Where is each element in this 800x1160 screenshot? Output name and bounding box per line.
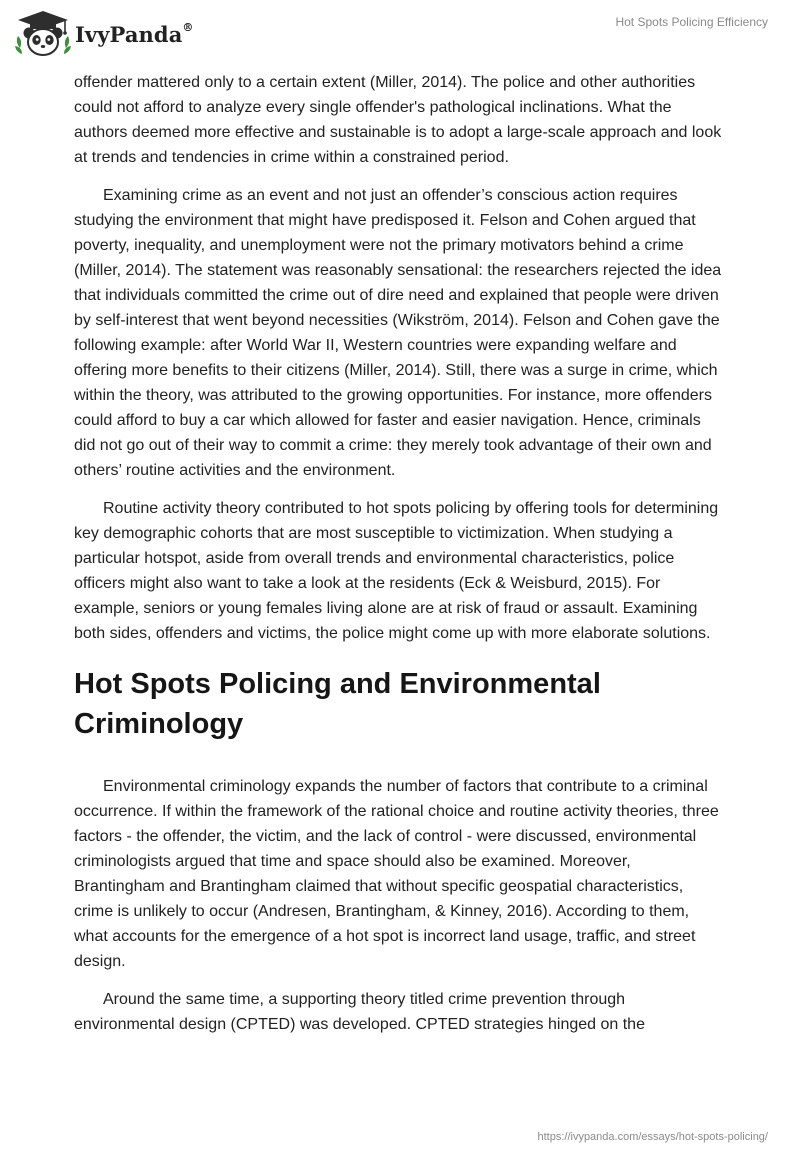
paragraph: Around the same time, a supporting theory titled crime prevention through environmental design (CPTED) was developed. CPTED strategies hinged on the	[74, 991, 645, 1033]
paragraph: Environmental criminology expands the number of factors that contribute to a criminal occurrence. If within the framework of the rational choice and routine activity theories, three factors - the offender, the victim, and the lack of control - were discussed, environmental criminologists argued that time and space should also be examined. Moreover, Brantingham and Brantingham claimed that without specific geospatial characteristics, crime is unlikely to occur (Andresen, Brantingham, & Kinney, 2016). According to them, what accounts for the emergence of a hot spot is incorrect land usage, traffic, and street design.	[74, 778, 719, 970]
logo-text: IvyPanda	[75, 21, 183, 47]
paragraph: Examining crime as an event and not just an offender’s conscious action requires studying the environment that might have predisposed it. Felson and Cohen argued that poverty, inequality, and unemployment were not the primary motivators behind a crime (Miller, 2014). The statement was reasonably sensational: the researchers rejected the idea that individuals committed the crime out of dire need and explained that people were driven by self-interest that went beyond necessities (Wikström, 2014). Felson and Cohen gave the following example: after World War II, Western countries were expanding welfare and offering more benefits to their citizens (Miller, 2014). Still, there was a surge in crime, which within the theory, was attributed to the growing opportunities. For instance, more offenders could afford to buy a car which allowed for faster and easier navigation. Hence, criminals did not go out of their way to commit a crime: they merely took advantage of their own and others’ routine activities and the environment.	[74, 187, 722, 479]
panda-graduate-icon	[14, 8, 72, 58]
logo-wordmark	[75, 22, 194, 47]
page-header	[0, 0, 800, 70]
source-url[interactable]: https://ivypanda.com/essays/hot-spots-policing/	[537, 1131, 768, 1143]
registered-mark: ®	[182, 20, 194, 34]
essay-body	[74, 70, 724, 1050]
section-heading: Hot Spots Policing and Environmental Criminology	[74, 668, 601, 740]
paragraph: Routine activity theory contributed to hot spots policing by offering tools for determining key demographic cohorts that are most susceptible to victimization. When studying a particular hotspot, aside from overall trends and environmental characteristics, police officers might also want to take a look at the residents (Eck & Weisburd, 2015). For example, seniors or young females living alone are at risk of fraud or assault. Examining both sides, offenders and victims, the police might come up with more elaborate solutions.	[74, 500, 719, 642]
paragraph: offender mattered only to a certain extent (Miller, 2014). The police and other authorities could not afford to analyze every single offender's pathological inclinations. What the authors deemed more effective and sustainable is to adopt a large-scale approach and look at trends and tendencies in crime within a constrained period.	[74, 74, 722, 166]
document-title: Hot Spots Policing Efficiency	[615, 15, 768, 29]
ivypanda-logo[interactable]	[14, 8, 194, 58]
